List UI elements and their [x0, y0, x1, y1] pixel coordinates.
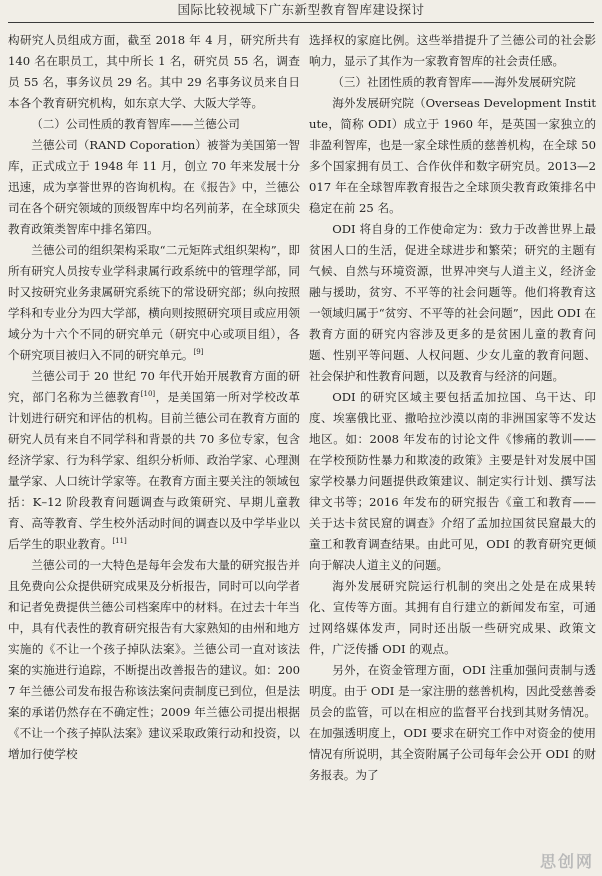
paragraph-text: （二）公司性质的教育智库——兰德公司 — [31, 117, 240, 131]
paragraph — [8, 240, 300, 366]
paragraph-text: 另外，在资金管理方面，ODI 注重加强问责制与透明度。由于 ODI 是一家注册的慈善机构，因此受慈善委员会的监管，可以在相应的监督平台找到其财务情况。在加强透明度上，ODI 要求在研究工作中对资金的使用情况有所说明，其全资附属子公司每年会公开 ODI 的财务报表。为了 — [309, 663, 596, 782]
right-column — [309, 30, 596, 786]
paragraph-text: 兰德公司于 20 世纪 70 年代开始开展教育方面的研究，部门名称为兰德教育 — [8, 369, 300, 404]
paragraph — [309, 30, 596, 72]
paragraph — [309, 219, 596, 387]
section-heading — [309, 72, 596, 93]
citation-ref: [9] — [193, 348, 204, 357]
watermark-logo: 思创网 — [539, 852, 594, 871]
paragraph — [8, 135, 300, 240]
citation-ref: [10] — [140, 390, 156, 399]
paragraph-text: 选择权的家庭比例。这些举措提升了兰德公司的社会影响力，显示了其作为一家教育智库的社会责任感。 — [309, 33, 596, 68]
paragraph — [8, 366, 300, 555]
paragraph-text: 兰德公司（RAND Coporation）被誉为美国第一智库，正式成立于 1948 年 11 月，创立 70 年来发展十分迅速，成为享誉世界的咨询机构。在《报告》中，兰德公司在各个研究领域的顶级智库中均名列前茅，在全球顶尖教育政策类智库中排名第四。 — [8, 138, 300, 236]
paragraph — [309, 387, 596, 576]
running-header: 国际比较视域下广东新型教育智库建设探讨 — [177, 2, 425, 17]
paragraph — [309, 660, 596, 786]
paragraph-text: 兰德公司的组织架构采取“二元矩阵式组织架构”，即所有研究人员按专业学科隶属行政系统中的管理学部，同时又按研究业务隶属研究系统下的常设研究部；纵向按照学科和专业分为四大学部，横向则按照研究项目或应用领域分为十六个不同的研究单元（研究中心或项目组），各个研究项目被归入不同的研究单元。 — [8, 243, 300, 362]
left-column — [8, 30, 300, 765]
paragraph — [8, 30, 300, 114]
paragraph-text: ODI 的研究区域主要包括孟加拉国、乌干达、印度、埃塞俄比亚、撒哈拉沙漠以南的非洲国家等不发达地区。如：2008 年发布的讨论文件《惨痛的教训——在学校预防性暴力和欺凌的政策》主要是针对发展中国家学校暴力问题提供政策建议、制定实行计划、撰写法律文书等；2016 年发布的研究报告《童工和教育——关于达卡贫民窟的调查》介绍了孟加拉国贫民窟最大的童工和教育调查结果。由此可见，ODI 的教育研究更倾向于解决人道主义的问题。 — [309, 390, 596, 572]
paragraph-text: 构研究人员组成方面，截至 2018 年 4 月，研究所共有 140 名在职员工，其中所长 1 名，研究员 55 名，调查员 55 名，事务议员 29 名。其中 29 名事务议员来自日本各个教育研究机构，如东京大学、大阪大学等。 — [8, 33, 300, 110]
header-rule — [8, 22, 594, 23]
paragraph-text: ，是美国第一所对学校改革计划进行研究和评估的机构。目前兰德公司在教育方面的研究人员有来自不同学科和背景的共 70 多位专家，包含经济学家、行为科学家、组织分析师、政治学家、心理测量学家、人口统计学家等。在教育方面主要关注的领域包括：K–12 阶段教育问题调查与政策研究、早期儿童教育、高等教育、学生校外活动时间的调查以及中学毕业以后学生的职业教育。 — [8, 390, 300, 551]
paragraph-text: （三）社团性质的教育智库——海外发展研究院 — [332, 75, 576, 89]
citation-ref: [11] — [112, 537, 127, 546]
paragraph-text: 海外发展研究院（Overseas Development Institute，简称 ODI）成立于 1960 年，是英国一家独立的非盈利智库，也是一家全球性质的慈善机构，在全球 50 多个国家拥有员工、合作伙伴和数字研究员。2013—2017 年在全球智库教育报告之全球顶尖教育政策排名中稳定在前 25 名。 — [309, 96, 596, 215]
paragraph — [8, 555, 300, 765]
section-heading — [8, 114, 300, 135]
paragraph-text: 海外发展研究院运行机制的突出之处是在成果转化、宣传等方面。其拥有自行建立的新闻发布室，可通过网络媒体发声，同时还出版一些研究成果、政策文件，广泛传播 ODI 的观点。 — [309, 579, 596, 656]
paragraph-text: ODI 将自身的工作使命定为：致力于改善世界上最贫困人口的生活，促进全球进步和繁荣；研究的主题有气候、自然与环境资源，世界冲突与人道主义，经济金融与援助，贫穷、不平等的社会问题等。他们将教育这一领域归属于“贫穷、不平等的社会问题”，因此 ODI 在教育方面的研究内容涉及更多的是贫困儿童的教育问题、性别平等问题、人权问题、少女儿童的教育问题、社会保护和性教育问题，以及教育与经济的问题。 — [309, 222, 596, 383]
paragraph — [309, 576, 596, 660]
paragraph — [309, 93, 596, 219]
paragraph-text: 兰德公司的一大特色是每年会发布大量的研究报告并且免费向公众提供研究成果及分析报告，同时可以向学者和记者免费提供兰德公司档案库中的材料。在过去十年当中，具有代表性的教育研究报告有大家熟知的由州和地方实施的《不让一个孩子掉队法案》。兰德公司一直对该法案的实施进行追踪，不断提出改善报告的建议。如：2007 年兰德公司发布报告称该法案问责制度已到位，但是法案的承诺仍然存在不确定性；2009 年兰德公司提出根据《不让一个孩子掉队法案》建议采取政策行动和投资，以增加行使学校 — [8, 558, 300, 761]
